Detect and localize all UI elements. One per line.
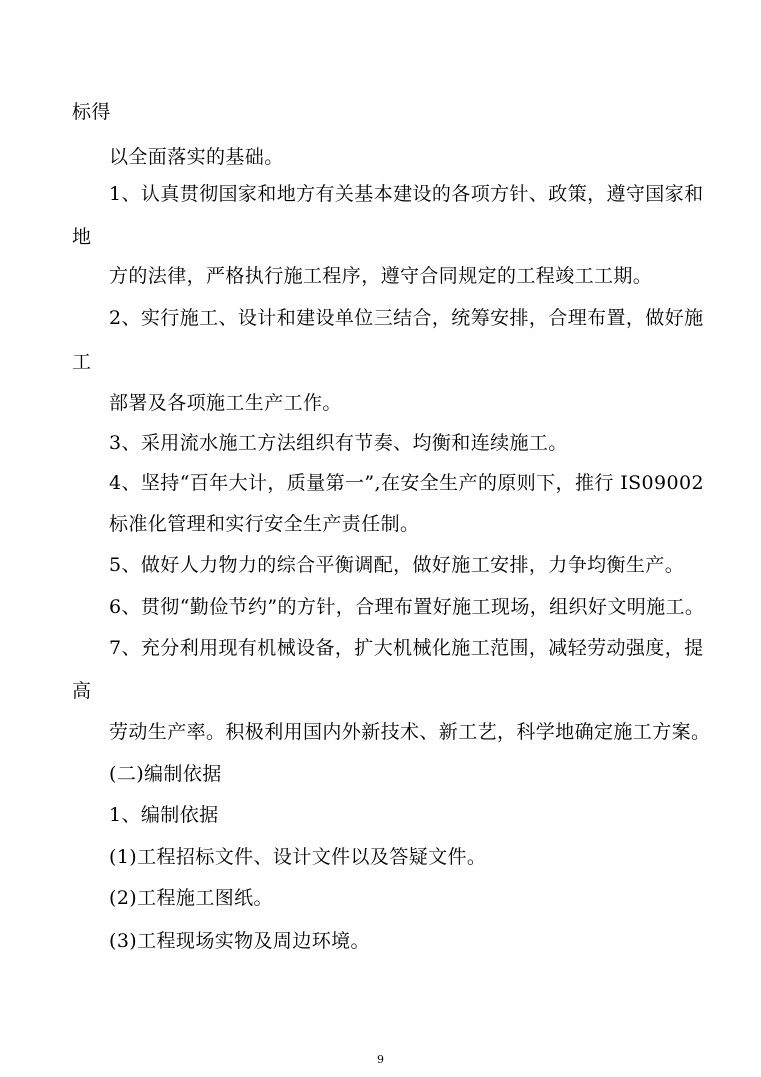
subsection-heading: 1、编制依据 xyxy=(109,804,219,826)
list-item-basis-1: (1)工程招标文件、设计文件以及答疑文件。 xyxy=(109,846,487,868)
list-item-basis-3: (3)工程现场实物及周边环境。 xyxy=(109,930,370,952)
text-line: 以全面落实的基础。 xyxy=(109,146,284,168)
text-line-wrap: 地 xyxy=(72,226,92,248)
text-line-wrap: 高 xyxy=(72,680,92,702)
list-item-2: 2、实行施工、设计和建设单位三结合，统筹安排，合理布置，做好施 xyxy=(109,307,704,329)
text-line-continuation: 标得 xyxy=(72,101,111,123)
list-item-4: 4、坚持“百年大计，质量第一”,在安全生产的原则下，推行 IS09002 xyxy=(109,472,704,494)
text-line-wrap: 工 xyxy=(72,351,92,373)
list-item-5: 5、做好人力物力的综合平衡调配，做好施工安排，力争均衡生产。 xyxy=(109,554,685,576)
text-line: 方的法律，严格执行施工程序，遵守合同规定的工程竣工工期。 xyxy=(109,265,653,287)
text-line: 部署及各项施工生产工作。 xyxy=(109,392,342,414)
list-item-3: 3、采用流水施工方法组织有节奏、均衡和连续施工。 xyxy=(109,432,568,454)
page-number: 9 xyxy=(377,1053,384,1066)
text-line: 劳动生产率。积极利用国内外新技术、新工艺，科学地确定施工方案。 xyxy=(109,721,711,743)
list-item-1: 1、认真贯彻国家和地方有关基本建设的各项方针、政策，遵守国家和 xyxy=(109,183,704,205)
section-heading: (二)编制依据 xyxy=(109,763,222,785)
list-item-6: 6、贯彻“勤俭节约”的方针，合理布置好施工现场，组织好文明施工。 xyxy=(109,596,705,618)
list-item-7: 7、充分利用现有机械设备，扩大机械化施工范围，减轻劳动强度，提 xyxy=(109,637,704,659)
list-item-basis-2: (2)工程施工图纸。 xyxy=(109,887,273,909)
text-line: 标准化管理和实行安全生产责任制。 xyxy=(109,513,420,535)
